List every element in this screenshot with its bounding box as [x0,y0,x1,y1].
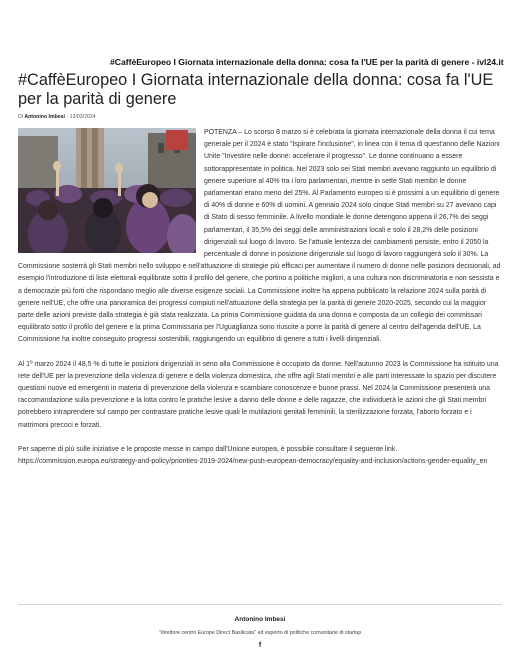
article-paragraph-2: Al 1º marzo 2024 il 48,5 % di tutte le posizioni dirigenziali in seno alla Commissione è occupato da donne. Nell'autunno 2023 la Commissione ha istituito una rete dell'UE per la prevenzione della violenza di genere e della violenza domestica, che offre agli Stati membri e alle parti interessate lo spazio per discutere questioni nuove ed emergenti in materia di prevenzione della violenza e scambiare conoscenze e buone prassi. Nel 2024 la Commissione presenterà una raccomandazione sulla prevenzione e la lotta contro le pratiche lesive a danno delle donne e delle ragazze, che individuerà le azioni che gli Stati membri potrebbero intraprendere sul campo per contrastare pratiche lesive quali le mutilazioni genitali femminili, la sterilizzazione forzata, l'aborto forzato e i matrimoni precoci e forzati. [18,360,499,429]
facebook-icon[interactable]: f [258,642,262,649]
author-role: "direttore centro Europe Direct Basilicata" ed esperto di politiche comunitarie di startup [158,630,362,636]
reference-link[interactable]: https://commission.europa.eu/strategy-and-policy/priorities-2019-2024/new-push-european-democracy/equality-and-inclusion/actions-gender-equality_en [18,458,488,466]
closing-text: Per saperne di più sulle iniziative e le proposte messe in campo dall'Unione europea, è possibile consultare il seguente link. [18,445,398,453]
article-paragraph-1: POTENZA – Lo scorso 8 marzo si è celebrata la giornata internazionale della donna il cui tema generale per il 2024 è stato "Ispirare l'inclusione", in linea con il tema di quest'anno delle Nazioni Unite "Investire nelle donne: accelerare il progresso". Le donne continuano a essere sottorappresentate in politica. Nel 2023 solo sei Stati membri avevano raggiunto un equilibrio di genere superiore al 40% tra i loro parlamentari, mentre in sette Stati membri le donne parlamentari erano meno del 25%. Al Parlamento europeo si è prossimi a un equilibrio di genere di 40% di donne e 60% di uomini. A gennaio 2024 solo cinque Stati membri su 27 avevano capi di Stato di sesso femminile. A livello mondiale le donne detengono appena il 26,7% dei seggi parlamentari, il 35,5% dei seggi delle amministrazioni locali e solo il 28,2% delle posizioni dirigenziali sul luogo di lavoro. Se l'attuale lentezza dei cambiamenti persiste, entro il 2050 la percentuale di donne in posizione dirigenziale sul luogo di lavoro raggiungerà solo il 30%. La Commissione sosterrà gli Stati membri nello sviluppo e nell'attuazione di strategie più efficaci per aumentare il numero di donne nelle posizioni decisionali, ad esempio l'introduzione di liste elettorali equilibrate sotto il profilo del genere, che portino a politiche migliori, a una cultura non discriminatoria e non sessista e a democrazie più forti che rispondano meglio alle diverse esigenze sociali. La Commissione inoltre ha appena pubblicato la relazione 2024 sulla parità di genere nell'UE, che offre una panoramica dei progressi compiuti nell'attuazione della strategia per la parità di genere 2020-2025, secondo cui la maggior parte delle azioni previste dalla strategia è già stata realizzata. La prima Commissione guidata da una donna e composta da un collegio dei commissari equilibrato sotto il profilo del genere e la prima Commissaria per l'Uguaglianza sono riuscite a porre la parità di genere al centro dell'agenda dell'UE. La Commissione ha inoltre conseguito progressi sostenibili, raggiungendo un equilibrio di genere a tutti i livelli dirigenziali. [18,129,501,344]
page-topline: #CaffèEuropeo I Giornata internazionale della donna: cosa fa l'UE per la parità di genere - ivl24.it [110,57,504,67]
article-title: #CaffèEuropeo I Giornata internazionale della donna: cosa fa l'UE per la parità di genere [18,71,494,108]
article-closing [18,444,502,468]
photo-spacer [18,127,200,253]
meta-date: 13/03/2024 [69,114,96,120]
author-box [18,604,502,665]
author-name[interactable]: Antonino Imbesi [234,616,286,623]
article-meta [18,114,96,120]
meta-separator: - [66,114,69,120]
meta-prefix: Di [18,114,23,120]
meta-author[interactable]: Antonino Imbesi [24,114,65,120]
article-body [18,127,502,480]
